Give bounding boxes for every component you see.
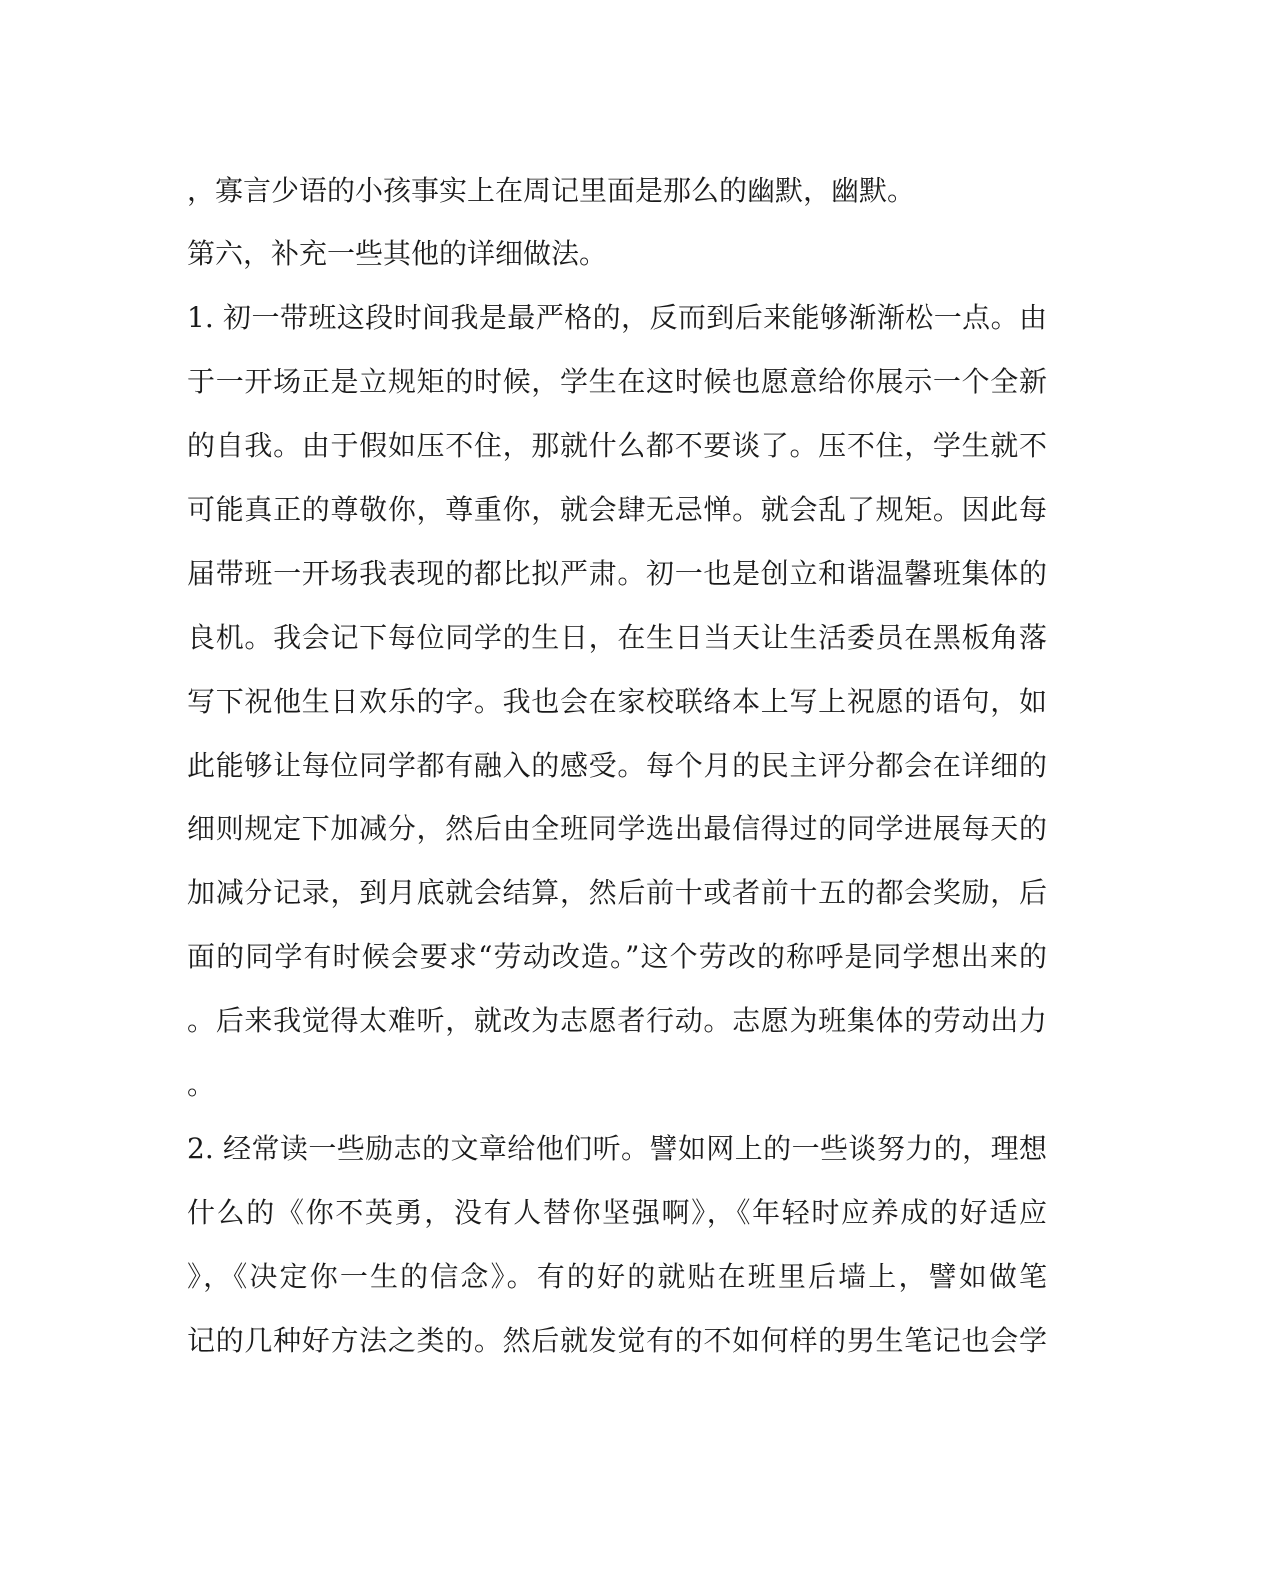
text-line: 面的同学有时候会要求“劳动改造。”这个劳改的称呼是同学想出来的 — [187, 940, 1047, 973]
text-line: 良机。我会记下每位同学的生日，在生日当天让生活委员在黑板角落 — [187, 621, 1047, 654]
text-line: 于一开场正是立规矩的时候，学生在这时候也愿意给你展示一个全新 — [187, 365, 1047, 398]
text-line: 。后来我觉得太难听，就改为志愿者行动。志愿为班集体的劳动出力 — [187, 1004, 1047, 1037]
text-line: 加减分记录，到月底就会结算，然后前十或者前十五的都会奖励，后 — [187, 876, 1047, 909]
text-line: 的自我。由于假如压不住，那就什么都不要谈了。压不住，学生就不 — [187, 429, 1047, 462]
text-line: 2. 经常读一些励志的文章给他们听。譬如网上的一些谈努力的，理想 — [187, 1132, 1047, 1165]
text-line: 什么的《你不英勇，没有人替你坚强啊》，《年轻时应养成的好适应 — [187, 1196, 1047, 1229]
text-line: 可能真正的尊敬你，尊重你，就会肆无忌惮。就会乱了规矩。因此每 — [187, 493, 1047, 526]
text-line: 细则规定下加减分，然后由全班同学选出最信得过的同学进展每天的 — [187, 812, 1047, 845]
text-line: 1. 初一带班这段时间我是最严格的，反而到后来能够渐渐松一点。由 — [187, 301, 1047, 334]
text-line: 写下祝他生日欢乐的字。我也会在家校联络本上写上祝愿的语句，如 — [187, 685, 1047, 718]
text-line: 记的几种好方法之类的。然后就发觉有的不如何样的男生笔记也会学 — [187, 1324, 1047, 1357]
text-line: 第六，补充一些其他的详细做法。 — [187, 237, 608, 270]
text-line: 此能够让每位同学都有融入的感受。每个月的民主评分都会在详细的 — [187, 749, 1047, 782]
text-line: 届带班一开场我表现的都比拟严肃。初一也是创立和谐温馨班集体的 — [187, 557, 1047, 590]
text-line: 》，《决定你一生的信念》。有的好的就贴在班里后墙上，譬如做笔 — [187, 1260, 1047, 1293]
text-line: 。 — [187, 1068, 216, 1101]
text-line: ，寡言少语的小孩事实上在周记里面是那么的幽默，幽默。 — [187, 174, 916, 207]
